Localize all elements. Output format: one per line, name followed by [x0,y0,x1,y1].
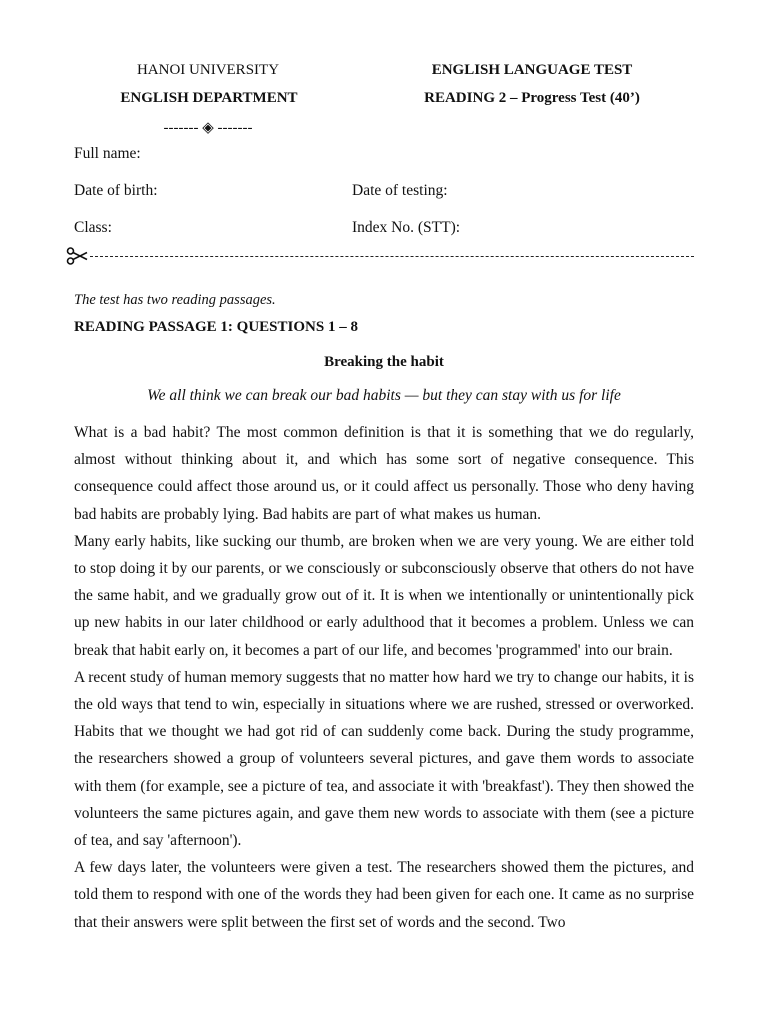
test-part: READING 2 – Progress Test (40’) [424,90,640,106]
passage-heading: READING PASSAGE 1: QUESTIONS 1 – 8 [74,319,358,335]
date-of-birth-field: Date of birth: [74,182,158,199]
department-name: ENGLISH DEPARTMENT [120,90,298,106]
passage-subtitle: We all think we can break our bad habits — but they can stay with us for life [147,387,621,404]
passage-title: Breaking the habit [324,354,444,370]
cut-line [66,246,696,266]
passage-body [74,419,694,936]
paragraph: A recent study of human memory suggests that no matter how hard we try to change our habits, it is the old ways that tend to win, especially in situations where we are rushed, stressed or overworked. Habits that we thought we had got rid of can suddenly come back. During the study programme, the researchers showed a group of volunteers several pictures, and gave them words to associate with them (for example, see a picture of tea, and associate it with 'breakfast'). They then showed the volunteers the same pictures again, and gave them new words to associate with them (see a picture of tea, and say 'afternoon'). [74,668,694,850]
scissors-icon [66,246,88,266]
test-name: ENGLISH LANGUAGE TEST [431,62,633,78]
university-name: HANOI UNIVERSITY [136,62,280,78]
dashed-line [90,256,694,257]
paragraph: A few days later, the volunteers were given a test. The researchers showed them the pictures, and told them to respond with one of the words they had been given for each one. It came as no surprise that their answers were split between the first set of words and the second. Two [74,859,694,931]
intro-text: The test has two reading passages. [74,292,276,308]
full-name-field: Full name: [74,145,141,162]
paragraph: What is a bad habit? The most common definition is that it is something that we do regularly, almost without thinking about it, and which has some sort of negative consequence. This consequence could affect those around us, or it could affect us personally. Those who deny having bad habits are probably lying. Bad habits are part of what makes us human. [74,424,694,523]
date-of-testing-field: Date of testing: [352,182,448,199]
header-divider: ------- ◈ ------- [163,120,253,136]
paragraph: Many early habits, like sucking our thumb, are broken when we are very young. We are either told to stop doing it by our parents, or we consciously or subconsciously observe that others do not have the same habit, and we gradually grow out of it. It is when we intentionally or unintentionally pick up new habits in our later childhood or early adulthood that it becomes a problem. Unless we can break that habit early on, it becomes a part of our life, and becomes 'programmed' into our brain. [74,532,694,659]
index-no-field: Index No. (STT): [352,219,461,236]
class-field: Class: [74,219,112,236]
